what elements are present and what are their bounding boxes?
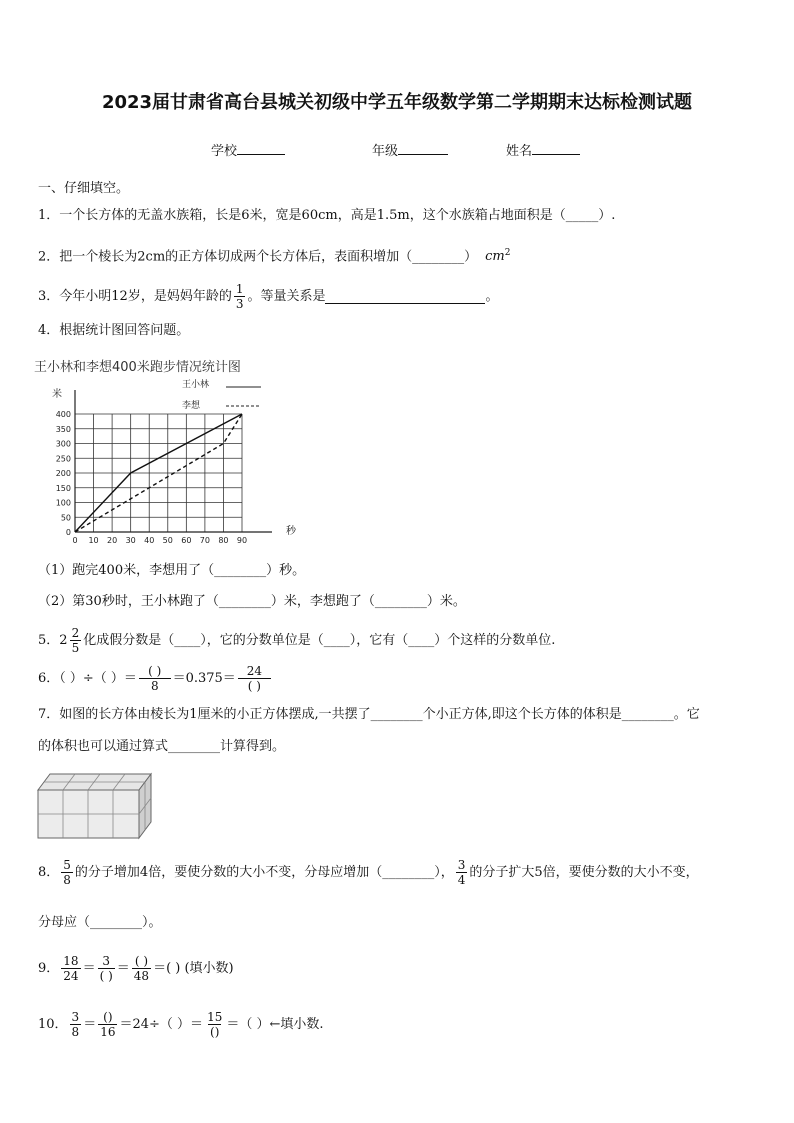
name-label: 姓名 xyxy=(506,144,533,159)
question-7-line-2: 的体积也可以通过算式________计算得到。 xyxy=(38,739,286,754)
question-7-line-1: 7．如图的长方体由棱长为1厘米的小正方体摆成,一共摆了________个小正方体,即这个长方体的体积是________。它 xyxy=(38,707,700,722)
question-4-2: （2）第30秒时，王小林跑了（________）米，李想跑了（________）米。 xyxy=(38,594,466,609)
question-10-pre: 10． xyxy=(38,1016,68,1032)
question-2-text: 2．把一个棱长为2cm的正方体切成两个长方体后，表面积增加（________） xyxy=(38,249,478,265)
denominator: ( ) xyxy=(238,678,271,693)
x-tick-label: 70 xyxy=(199,536,210,544)
y-tick-label: 350 xyxy=(55,424,71,434)
numerator: 5 xyxy=(63,858,71,872)
x-axis-label: 秒 xyxy=(286,526,296,537)
equals-sign: ＝ xyxy=(83,1016,97,1032)
fraction xyxy=(132,954,151,983)
question-8 xyxy=(38,858,699,887)
grade-blank[interactable] xyxy=(398,140,448,155)
running-chart xyxy=(30,354,310,544)
y-tick-label: 200 xyxy=(55,469,71,478)
x-tick-label: 10 xyxy=(88,536,99,544)
y-tick-label: 250 xyxy=(55,454,71,464)
denominator: ( ) xyxy=(99,969,113,983)
denominator: 8 xyxy=(139,678,171,693)
question-10-mid: ＝24÷（ ）＝ xyxy=(119,1016,204,1032)
denominator: 3 xyxy=(235,297,244,311)
section-heading: 一、仔细填空。 xyxy=(38,181,130,196)
question-2 xyxy=(38,244,511,266)
denominator: 4 xyxy=(457,873,466,887)
numerator: ( ) xyxy=(134,954,149,968)
denominator: 8 xyxy=(71,1025,80,1039)
y-axis-label: 米 xyxy=(52,389,62,400)
fraction xyxy=(98,1010,117,1039)
question-9 xyxy=(38,954,234,983)
question-5-pre: 5． xyxy=(38,632,60,648)
numerator: 3 xyxy=(102,954,110,968)
question-3-post: 。等量关系是 xyxy=(247,288,326,304)
fraction xyxy=(70,626,82,655)
denominator: 8 xyxy=(63,873,71,887)
fraction xyxy=(456,858,468,887)
numerator: 2 xyxy=(71,626,80,640)
fraction xyxy=(139,664,171,693)
question-8-line-2: 分母应（________）。 xyxy=(38,915,162,930)
answer-blank[interactable] xyxy=(325,289,485,304)
fraction xyxy=(70,1010,82,1039)
y-tick-label: 400 xyxy=(55,410,71,419)
x-tick-label: 80 xyxy=(218,536,229,544)
y-tick-label: 300 xyxy=(55,439,71,449)
denominator: 24 xyxy=(63,969,79,983)
denominator: 5 xyxy=(71,641,80,655)
question-4-1: （1）跑完400米，李想用了（________）秒。 xyxy=(38,563,306,578)
numerator: 3 xyxy=(71,1010,80,1024)
name-field xyxy=(506,140,580,159)
fraction xyxy=(234,282,246,311)
mixed-number xyxy=(59,626,83,655)
grade-label: 年级 xyxy=(372,144,399,159)
page-title: 2023届甘肃省高台县城关初级中学五年级数学第二学期期末达标检测试题 xyxy=(101,92,693,113)
x-tick-label: 30 xyxy=(125,536,136,544)
question-3 xyxy=(38,282,499,311)
x-tick-label: 40 xyxy=(144,536,155,544)
fraction xyxy=(205,1010,224,1039)
question-6-pre: 6．（ ）÷（ ）＝ xyxy=(38,670,137,686)
fraction xyxy=(61,858,73,887)
y-tick-label: 100 xyxy=(55,498,71,508)
x-tick-label: 50 xyxy=(162,536,173,544)
question-8-post: 的分子扩大5倍，要使分数的大小不变， xyxy=(469,864,699,880)
question-9-post: ＝( ) (填小数) xyxy=(153,960,234,976)
y-tick-label: 150 xyxy=(55,483,71,493)
equals-sign: ＝ xyxy=(116,960,130,976)
plot-area xyxy=(56,390,272,544)
equals-sign: ＝ xyxy=(82,960,96,976)
school-field xyxy=(211,140,285,159)
school-label: 学校 xyxy=(211,144,238,159)
fraction xyxy=(238,664,271,693)
question-4: 4．根据统计图回答问题。 xyxy=(38,323,190,338)
x-tick-label: 90 xyxy=(236,536,248,544)
numerator: 15 xyxy=(207,1010,223,1024)
denominator: () xyxy=(210,1025,220,1039)
x-tick-label: 0 xyxy=(72,536,78,544)
question-5 xyxy=(38,626,555,655)
numerator: 18 xyxy=(63,954,79,968)
question-8-pre: 8． xyxy=(38,864,60,880)
numerator: 1 xyxy=(235,282,244,296)
question-9-pre: 9． xyxy=(38,960,60,976)
school-blank[interactable] xyxy=(237,140,285,155)
question-10 xyxy=(38,1010,324,1039)
fraction xyxy=(98,954,115,983)
numerator: ( ) xyxy=(148,664,162,678)
question-6 xyxy=(38,664,273,693)
chart-title: 王小林和李想400米跑步情况统计图 xyxy=(34,360,241,375)
cuboid-figure xyxy=(36,768,156,840)
numerator: 3 xyxy=(457,858,466,872)
question-3-end: 。 xyxy=(485,288,499,304)
grade-field xyxy=(372,140,448,159)
name-blank[interactable] xyxy=(532,140,580,155)
fraction xyxy=(61,954,80,983)
question-10-post: ＝（ ）←填小数. xyxy=(226,1016,324,1032)
denominator: 48 xyxy=(133,969,150,983)
question-3-pre: 3．今年小明12岁，是妈妈年龄的 xyxy=(38,288,232,304)
numerator: () xyxy=(103,1010,113,1024)
question-6-mid: ＝0.375＝ xyxy=(172,670,236,686)
legend-label-0: 王小林 xyxy=(182,380,210,390)
question-1: 1．一个长方体的无盖水族箱，长是6米，宽是60cm，高是1.5m，这个水族箱占地面积是（_____）. xyxy=(38,208,616,223)
unit-cm: cm xyxy=(485,249,505,265)
question-8-mid: 的分子增加4倍，要使分数的大小不变，分母应增加（________）， xyxy=(74,864,454,880)
y-tick-label: 50 xyxy=(60,513,71,523)
y-tick-label: 0 xyxy=(65,528,71,537)
numerator: 24 xyxy=(246,664,263,678)
question-5-post: 化成假分数是（____），它的分数单位是（____），它有（____）个这样的分数单位. xyxy=(83,632,556,648)
whole-part: 2 xyxy=(59,632,68,648)
x-tick-label: 60 xyxy=(181,536,192,544)
denominator: 16 xyxy=(100,1025,116,1039)
unit-sup: 2 xyxy=(504,248,511,258)
legend-label-1: 李想 xyxy=(182,401,201,411)
x-tick-label: 20 xyxy=(107,536,118,544)
